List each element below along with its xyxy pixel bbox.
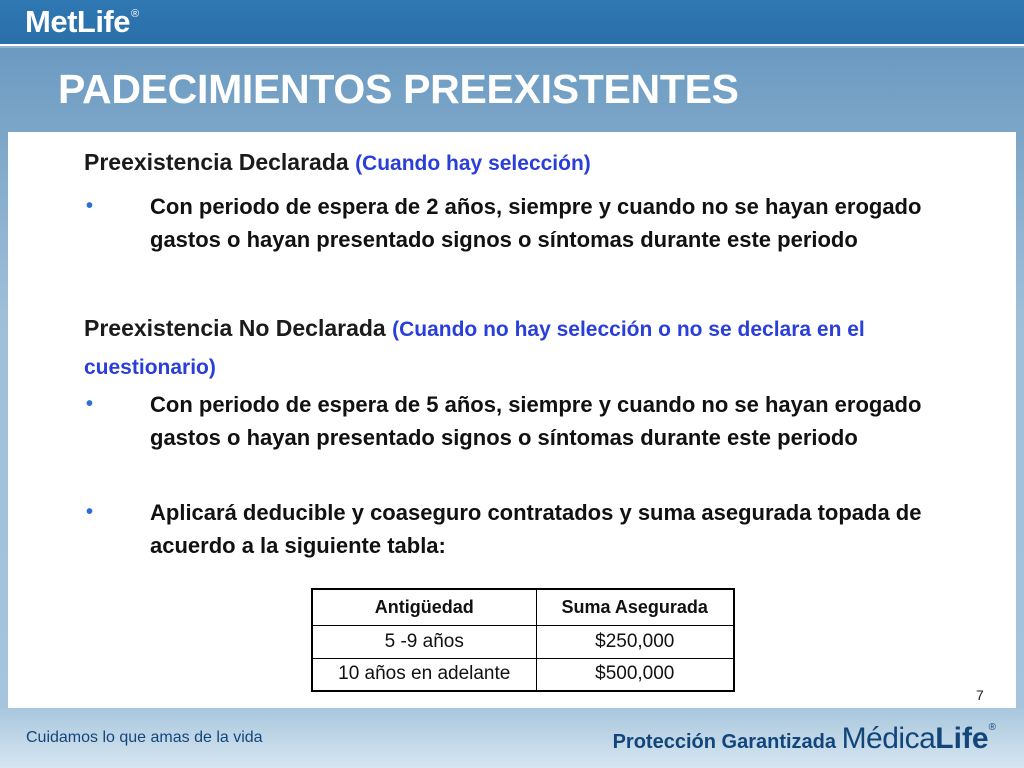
table-header-row bbox=[312, 589, 734, 625]
bullet-text: Con periodo de espera de 5 años, siempre y cuando no se hayan erogado gastos o hayan presentado signos o síntomas durante este periodo bbox=[150, 392, 922, 450]
logo-text: MetLife bbox=[25, 4, 130, 39]
footer-brand bbox=[613, 722, 996, 756]
table-cell: $500,000 bbox=[536, 658, 734, 691]
logo-registered-mark: ® bbox=[131, 8, 139, 20]
heading-text: Preexistencia Declarada bbox=[84, 149, 349, 175]
table-cell: 10 años en adelante bbox=[312, 658, 536, 691]
list-item bbox=[86, 190, 946, 290]
column-header: Antigüedad bbox=[312, 589, 536, 625]
table-row bbox=[312, 625, 734, 658]
heading-note: (Cuando no hay selección o no se declara en el cuestionario) bbox=[84, 318, 865, 379]
footer-tagline: Cuidamos lo que amas de la vida bbox=[26, 729, 263, 746]
list-item bbox=[86, 496, 946, 566]
list-item bbox=[86, 388, 946, 488]
column-header: Suma Asegurada bbox=[536, 589, 734, 625]
page-number: 7 bbox=[976, 687, 984, 703]
metlife-logo bbox=[25, 4, 139, 40]
section-heading-declarada bbox=[84, 144, 944, 182]
table-cell: 5 -9 años bbox=[312, 625, 536, 658]
top-bar bbox=[0, 0, 1024, 46]
bullet-text: Con periodo de espera de 2 años, siempre y cuando no se hayan erogado gastos o hayan presentado signos o síntomas durante este periodo bbox=[150, 194, 922, 252]
brand-life: Life bbox=[935, 722, 989, 755]
table-cell: $250,000 bbox=[536, 625, 734, 658]
bullet-text: Aplicará deducible y coaseguro contratados y suma asegurada topada de acuerdo a la siguiente tabla: bbox=[150, 500, 922, 558]
bullet-icon: • bbox=[86, 195, 94, 217]
slide-title: PADECIMIENTOS PREEXISTENTES bbox=[58, 66, 739, 112]
table-row bbox=[312, 658, 734, 691]
coverage-table bbox=[311, 588, 735, 692]
heading-text: Preexistencia No Declarada bbox=[84, 315, 386, 341]
brand-text: Protección Garantizada bbox=[612, 731, 836, 753]
bullet-icon: • bbox=[86, 393, 94, 415]
brand-medica: Médica bbox=[841, 722, 936, 755]
heading-note: (Cuando hay selección) bbox=[355, 152, 591, 175]
section-heading-no-declarada bbox=[84, 310, 944, 386]
brand-registered-mark: ® bbox=[988, 722, 996, 733]
bullet-icon: • bbox=[86, 501, 94, 523]
